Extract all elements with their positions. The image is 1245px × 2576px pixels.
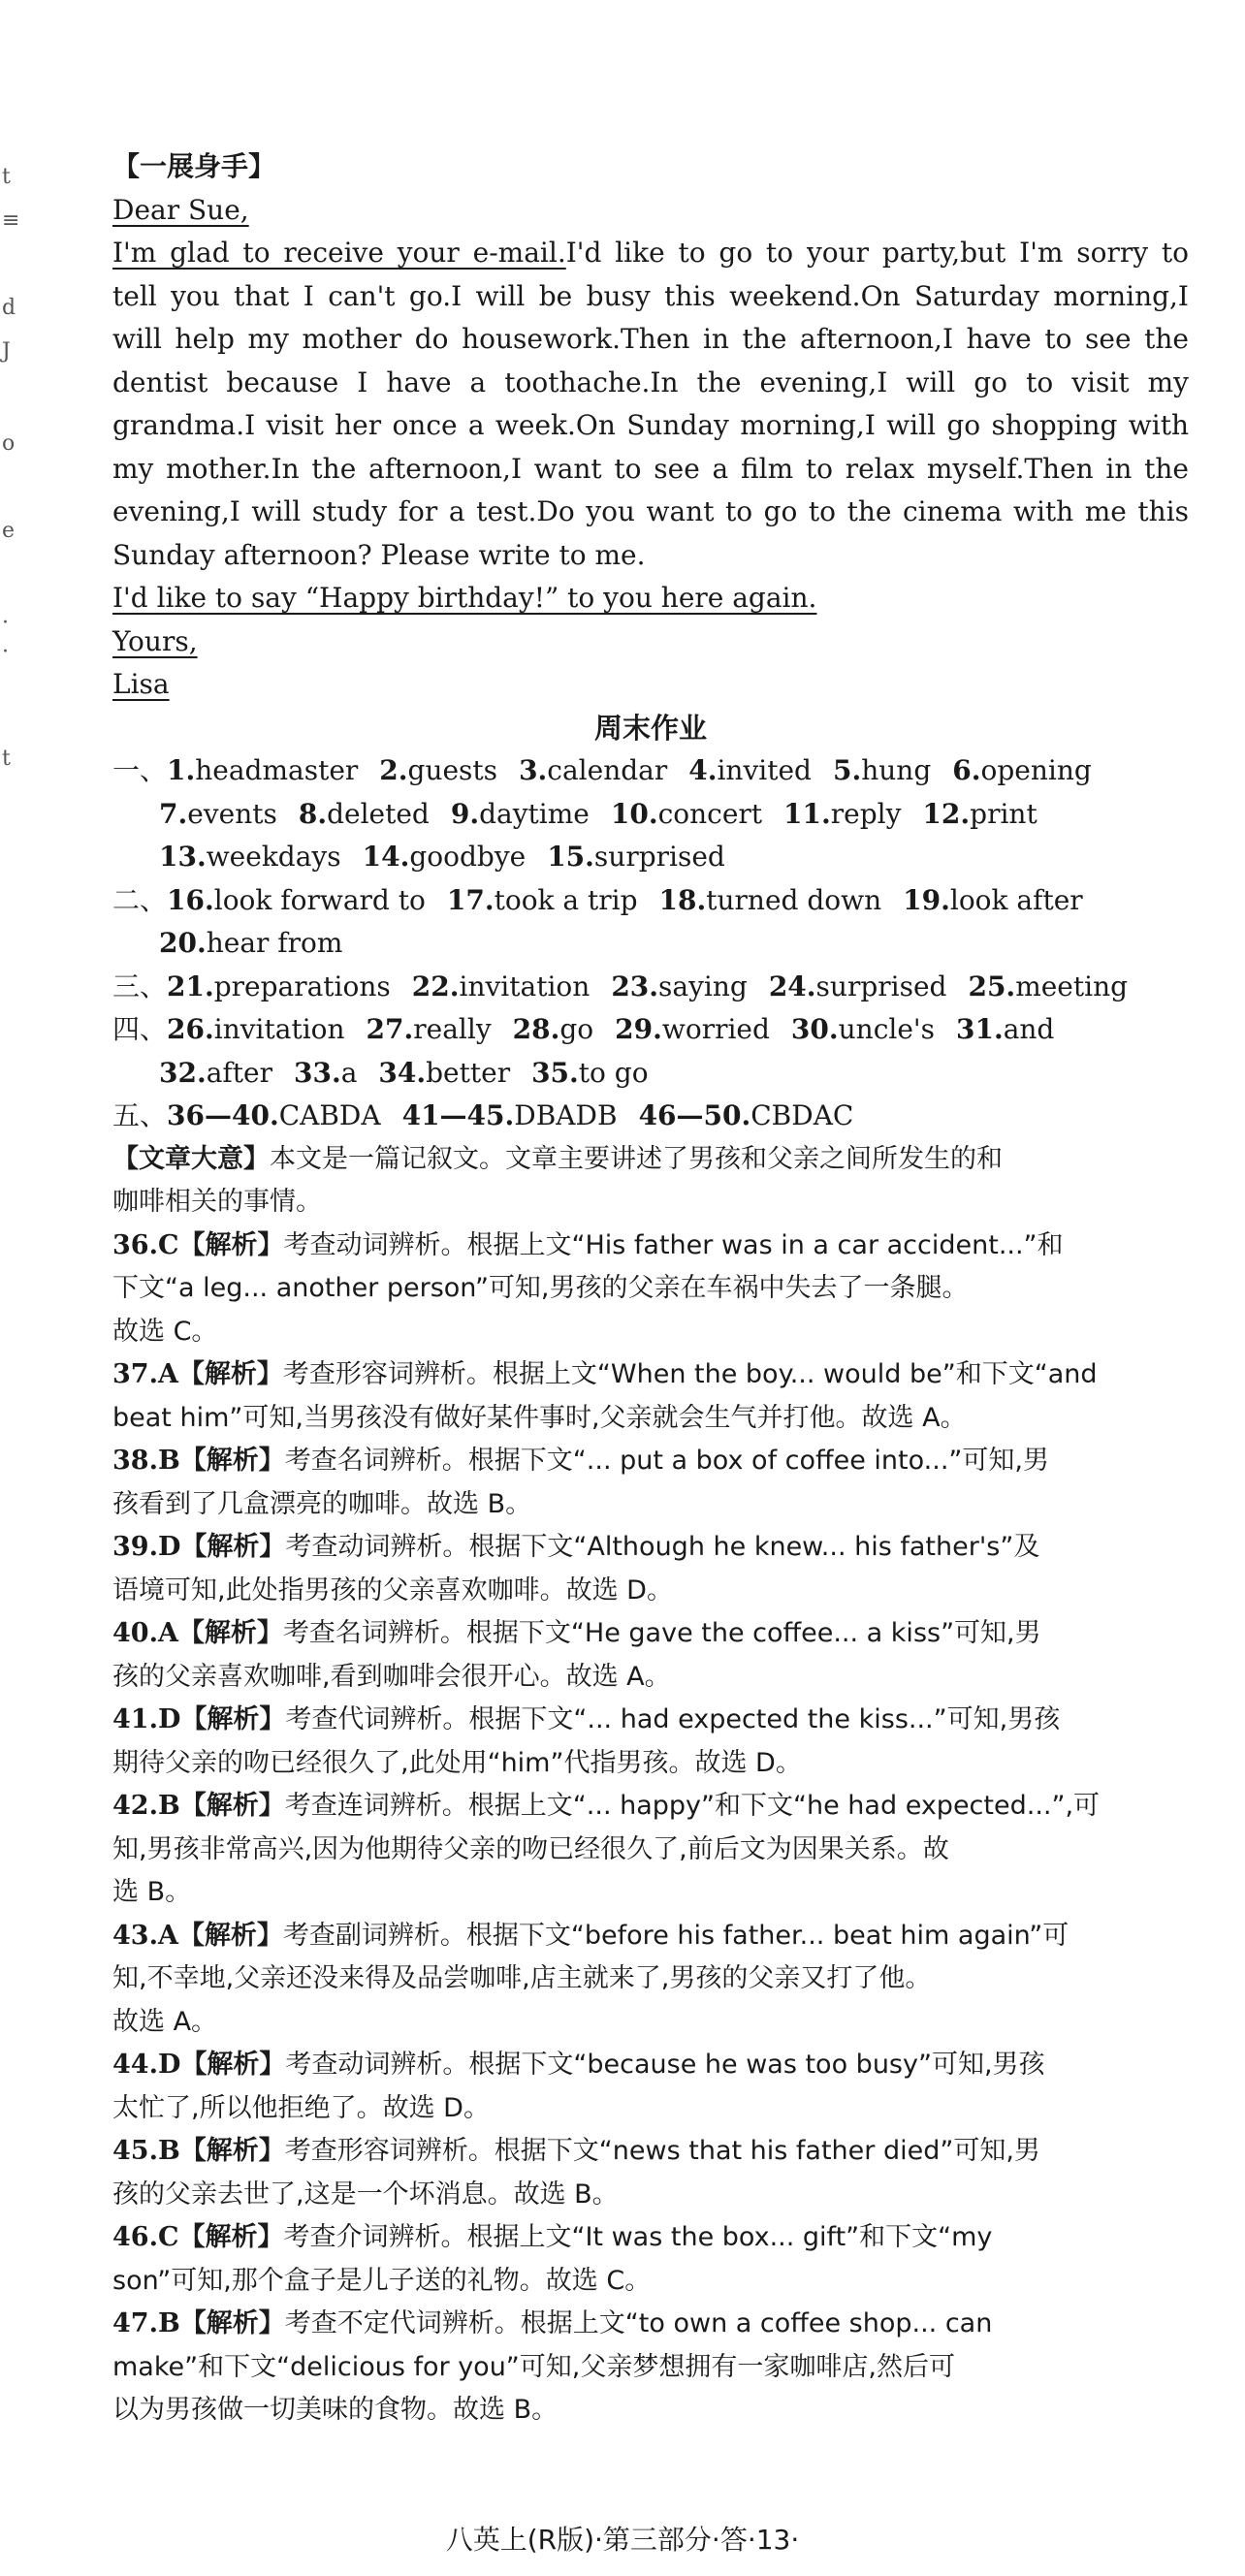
- item-answer: daytime: [479, 797, 590, 830]
- item-number: 26.: [167, 1013, 214, 1045]
- item-number: 17.: [446, 883, 495, 916]
- letter-closing: [112, 577, 1189, 620]
- item-answer: uncle's: [838, 1013, 935, 1045]
- analysis-tag: 【解析】: [178, 2222, 284, 2252]
- exercise-item: [922, 793, 1037, 837]
- item-number: 29.: [615, 1013, 662, 1045]
- item-answer: calendar: [547, 754, 668, 786]
- answer-number: 41.D: [112, 1704, 181, 1734]
- item-answer: invitation: [459, 970, 591, 1002]
- analysis-text: 考查名词辨析。根据下文“He gave the coffee... a kiss”可知,男: [282, 1618, 1041, 1648]
- exercise-item: [447, 879, 638, 923]
- item-answer: took a trip: [494, 883, 638, 916]
- item-answer: hear from: [206, 927, 343, 959]
- summary-line2: 咖啡相关的事情。: [112, 1187, 322, 1217]
- item-number: 24.: [768, 970, 816, 1002]
- answer-item: [112, 2044, 1189, 2087]
- item-answer: a: [340, 1056, 358, 1089]
- item-number: 41—45.: [401, 1099, 515, 1131]
- item-number: 36—40.: [167, 1099, 279, 1131]
- item-number: 14.: [362, 841, 410, 873]
- answer-continuation: [112, 2260, 1189, 2304]
- item-answer: CBDAC: [750, 1099, 854, 1131]
- analysis-text: 考查动词辨析。根据上文“His father was in a car accident...”和: [283, 1229, 1064, 1260]
- exercise-item: [159, 793, 277, 837]
- exercise-item: [968, 966, 1128, 1009]
- analysis-text: beat him”可知,当男孩没有做好某件事时,父亲就会生气并打他。故选 A。: [112, 1402, 967, 1433]
- exercise-item: [903, 879, 1083, 923]
- item-number: 21.: [167, 970, 214, 1002]
- edge-mark: e: [2, 519, 16, 543]
- analysis-text: son”可知,那个盒子是儿子送的礼物。故选 C。: [112, 2265, 652, 2296]
- answer-continuation: [112, 1267, 1189, 1311]
- analysis-text: 知,男孩非常高兴,因为他期待父亲的吻已经很久了,前后文为因果关系。故: [112, 1833, 949, 1864]
- item-number: 33.: [293, 1056, 341, 1089]
- letter-line: [112, 232, 1189, 275]
- item-answer: events: [187, 797, 277, 830]
- item-answer: invited: [717, 754, 812, 786]
- item-number: 31.: [955, 1013, 1004, 1045]
- analysis-text: 考查不定代词辨析。根据上文“to own a coffee shop... can: [284, 2308, 993, 2338]
- answer-number: 46.C: [112, 2222, 179, 2252]
- analysis-text: 考查连词辨析。根据上文“... happy”和下文“he had expected...”,可: [284, 1791, 1101, 1821]
- item-answer: guests: [407, 754, 498, 786]
- answer-continuation: [112, 2001, 1189, 2045]
- exercise-item: [519, 749, 667, 793]
- item-answer: to go: [578, 1056, 649, 1089]
- analysis-tag: 【解析】: [179, 1791, 285, 1821]
- edge-mark: ·: [2, 640, 9, 664]
- exercise-row: [112, 836, 1189, 879]
- section-title-weekend: 周末作业: [593, 711, 707, 745]
- exercise-answers: [112, 749, 1189, 1138]
- answer-continuation: [112, 1656, 1189, 1700]
- analysis-text: 孩的父亲去世了,这是一个坏消息。故选 B。: [112, 2178, 619, 2210]
- analysis-text: 考查形容词辨析。根据上文“When the boy... would be”和下文“and: [282, 1359, 1098, 1389]
- item-number: 8.: [298, 797, 328, 830]
- exercise-item: [547, 836, 725, 879]
- item-number: 27.: [366, 1013, 414, 1045]
- summary-line1: 本文是一篇记叙文。文章主要讲述了男孩和父亲之间所发生的和: [270, 1143, 1003, 1174]
- exercise-item: [159, 922, 342, 966]
- analysis-text: 考查代词辨析。根据下文“... had expected the kiss...”可知,男孩: [285, 1704, 1061, 1734]
- item-number: 5.: [832, 754, 862, 786]
- item-number: 1.: [167, 754, 196, 786]
- item-number: 28.: [512, 1013, 560, 1045]
- item-number: 19.: [903, 883, 950, 916]
- item-number: 23.: [611, 970, 659, 1002]
- item-answer: concert: [657, 797, 763, 830]
- exercise-item: [167, 749, 358, 793]
- letter-name-text: Lisa: [112, 668, 170, 700]
- answer-number: 36.C: [112, 1229, 179, 1260]
- letter-signoff: [112, 620, 1189, 664]
- letter-opening: I'm glad to receive your e-mail.: [112, 237, 566, 269]
- answer-continuation: [112, 2346, 1189, 2390]
- exercise-item: [367, 1008, 492, 1052]
- exercise-item: [378, 1052, 510, 1096]
- item-answer: surprised: [593, 841, 725, 873]
- analysis-text: 下文“a leg... another person”可知,男孩的父亲在车祸中失去了一条腿。: [112, 1273, 969, 1303]
- exercise-row: [112, 749, 1189, 793]
- answer-number: 45.B: [112, 2136, 180, 2166]
- analysis-text: 故选 A。: [112, 2006, 218, 2037]
- section-title-writing: 【一展身手】: [112, 150, 276, 182]
- item-answer: invitation: [213, 1013, 345, 1045]
- exercise-item: [167, 879, 426, 923]
- edge-mark: ≡: [2, 208, 20, 233]
- analysis-tag: 【解析】: [180, 2050, 286, 2080]
- exercise-item: [412, 966, 591, 1009]
- exercise-item: [791, 1008, 935, 1052]
- answer-number: 38.B: [112, 1446, 180, 1476]
- analysis-tag: 【解析】: [180, 1704, 286, 1734]
- exercise-row: [112, 1052, 1189, 1096]
- item-answer: goodbye: [409, 841, 527, 873]
- analysis-text: 语境可知,此处指男孩的父亲喜欢咖啡。故选 D。: [112, 1574, 673, 1606]
- answer-number: 39.D: [112, 1532, 181, 1562]
- exercise-item: [639, 1095, 854, 1138]
- exercise-item: [167, 1008, 345, 1052]
- item-answer: hung: [861, 754, 932, 786]
- answer-item: [112, 1612, 1189, 1656]
- letter-line: will help my mother do housework.Then in the afternoon,I have to see the: [112, 323, 1189, 355]
- analysis-text: 考查名词辨析。根据下文“... put a box of coffee into...”可知,男: [284, 1446, 1049, 1476]
- item-answer: worried: [661, 1013, 770, 1045]
- exercise-item: [531, 1052, 649, 1096]
- exercise-row: [112, 1095, 1189, 1138]
- exercise-row: [112, 793, 1189, 837]
- exercise-item: [159, 1052, 272, 1096]
- item-answer: preparations: [213, 970, 391, 1002]
- edge-mark: d: [2, 296, 16, 320]
- exercise-label: 五、: [112, 1099, 168, 1131]
- analysis-text: 孩的父亲喜欢咖啡,看到咖啡会很开心。故选 A。: [112, 1661, 671, 1692]
- item-answer: saying: [658, 970, 748, 1002]
- answer-continuation: [112, 1570, 1189, 1613]
- item-number: 15.: [547, 841, 594, 873]
- item-number: 11.: [783, 797, 831, 830]
- exercise-item: [402, 1095, 618, 1138]
- page-footer: 八英上(R版)·第三部分·答·13·: [445, 2524, 800, 2556]
- answer-continuation: [112, 1397, 1189, 1441]
- answer-item: [112, 1440, 1189, 1483]
- item-number: 16.: [167, 883, 214, 916]
- item-answer: deleted: [327, 797, 430, 830]
- item-number: 4.: [688, 754, 718, 786]
- item-number: 18.: [658, 883, 707, 916]
- analysis-text: make”和下文“delicious for you”可知,父亲梦想拥有一家咖啡店,然后可: [112, 2351, 955, 2382]
- analysis-text: 考查动词辨析。根据下文“Although he knew... his father's”及: [285, 1532, 1040, 1562]
- item-number: 25.: [968, 970, 1016, 1002]
- item-number: 34.: [378, 1056, 427, 1089]
- exercise-item: [688, 749, 812, 793]
- answer-item: [112, 1353, 1189, 1397]
- exercise-item: [833, 749, 931, 793]
- edge-mark: J: [2, 339, 11, 364]
- answer-item: [112, 2216, 1189, 2260]
- item-answer: look after: [949, 883, 1083, 916]
- item-answer: CABDA: [278, 1099, 381, 1131]
- analysis-text: 选 B。: [112, 1877, 192, 1907]
- exercise-item: [615, 1008, 770, 1052]
- analysis-tag: 【解析】: [179, 2308, 285, 2338]
- analysis-text: 孩看到了几盒漂亮的咖啡。故选 B。: [112, 1488, 532, 1519]
- item-answer: print: [970, 797, 1038, 830]
- edge-mark: o: [2, 431, 16, 456]
- exercise-item: [611, 966, 748, 1009]
- item-number: 2.: [379, 754, 408, 786]
- letter-line: evening,I will study for a test.Do you want to go to the cinema with me this: [112, 495, 1189, 527]
- answer-number: 44.D: [112, 2050, 181, 2080]
- letter-line: dentist because I have a toothache.In the evening,I will go to visit my: [112, 366, 1189, 398]
- exercise-item: [294, 1052, 357, 1096]
- item-number: 20.: [159, 927, 207, 959]
- item-number: 7.: [159, 797, 188, 830]
- exercise-item: [299, 793, 430, 837]
- analysis-text: 考查介词辨析。根据上文“It was the box... gift”和下文“my: [283, 2222, 993, 2252]
- exercise-item: [379, 749, 497, 793]
- analysis-text: 以为男孩做一切美味的食物。故选 B。: [112, 2395, 559, 2425]
- analysis-tag: 【解析】: [178, 1229, 284, 1260]
- exercise-label: 二、: [112, 883, 168, 916]
- edge-mark: ·: [2, 611, 9, 635]
- exercise-item: [513, 1008, 594, 1052]
- item-answer: better: [426, 1056, 511, 1089]
- letter-line1-rest: I'd like to go to your party,but I'm sorry to: [565, 237, 1189, 269]
- letter-signoff-text: Yours,: [112, 624, 198, 657]
- item-answer: weekdays: [206, 841, 341, 873]
- analysis-tag: 【解析】: [179, 1446, 285, 1476]
- item-number: 35.: [531, 1056, 579, 1089]
- exercise-item: [167, 1095, 381, 1138]
- analysis-text: 知,不幸地,父亲还没来得及品尝咖啡,店主就来了,男孩的父亲又打了他。: [112, 1963, 932, 1993]
- answer-item: [112, 2303, 1189, 2346]
- exercise-item: [952, 749, 1092, 793]
- cloze-answers: [112, 1224, 1189, 2433]
- item-answer: opening: [980, 754, 1092, 786]
- letter-line: grandma.I visit her once a week.On Sunday morning,I will go shopping with: [112, 409, 1189, 441]
- answer-continuation: [112, 1311, 1189, 1354]
- analysis-text: 期待父亲的吻已经很久了,此处用“him”代指男孩。故选 D。: [112, 1747, 802, 1778]
- item-answer: look forward to: [213, 883, 426, 916]
- answer-item: [112, 2130, 1189, 2174]
- analysis-tag: 【解析】: [177, 1618, 283, 1648]
- item-answer: turned down: [706, 883, 882, 916]
- item-answer: surprised: [815, 970, 947, 1002]
- answer-number: 43.A: [112, 1920, 178, 1951]
- exercise-item: [956, 1008, 1054, 1052]
- item-answer: go: [559, 1013, 594, 1045]
- answer-number: 47.B: [112, 2308, 180, 2338]
- answer-item: [112, 1785, 1189, 1829]
- exercise-item: [167, 966, 391, 1009]
- answer-continuation: [112, 1829, 1189, 1872]
- item-number: 9.: [450, 797, 480, 830]
- item-number: 12.: [922, 797, 971, 830]
- analysis-text: 考查形容词辨析。根据下文“news that his father died”可知,男: [284, 2136, 1040, 2166]
- exercise-item: [769, 966, 947, 1009]
- exercise-label: 一、: [112, 754, 168, 786]
- exercise-item: [659, 879, 882, 923]
- analysis-tag: 【解析】: [177, 1359, 283, 1389]
- analysis-tag: 【解析】: [180, 1532, 286, 1562]
- letter-line: my mother.In the afternoon,I want to see a film to relax myself.Then in the: [112, 452, 1189, 485]
- item-number: 3.: [519, 754, 548, 786]
- summary: [112, 1138, 1189, 1182]
- letter-line: Sunday afternoon? Please write to me.: [112, 538, 646, 571]
- item-answer: meeting: [1015, 970, 1129, 1002]
- answer-continuation: [112, 1483, 1189, 1527]
- analysis-text: 故选 C。: [112, 1316, 218, 1347]
- item-answer: reply: [830, 797, 902, 830]
- item-number: 30.: [790, 1013, 839, 1045]
- answer-number: 42.B: [112, 1791, 180, 1821]
- summary-label: 【文章大意】: [112, 1143, 270, 1174]
- answer-continuation: [112, 1957, 1189, 2001]
- exercise-row: [112, 966, 1189, 1009]
- analysis-text: 考查副词辨析。根据下文“before his father... beat him again”可: [282, 1920, 1069, 1951]
- item-answer: headmaster: [195, 754, 359, 786]
- answer-continuation: [112, 2389, 1189, 2433]
- item-number: 10.: [610, 797, 658, 830]
- exercise-item: [363, 836, 527, 879]
- item-answer: DBADB: [514, 1099, 618, 1131]
- letter-salutation-text: Dear Sue,: [112, 193, 249, 226]
- answer-page: [112, 145, 1189, 2433]
- analysis-tag: 【解析】: [179, 2136, 285, 2166]
- edge-mark: t: [2, 747, 11, 771]
- answer-number: 40.A: [112, 1618, 178, 1648]
- answer-continuation: [112, 2174, 1189, 2217]
- exercise-item: [451, 793, 590, 837]
- answer-number: 37.A: [112, 1359, 178, 1389]
- letter-salutation: [112, 189, 1189, 233]
- edge-mark: t: [2, 165, 11, 189]
- answer-item: [112, 1224, 1189, 1268]
- letter-line: tell you that I can't go.I will be busy this weekend.On Saturday morning,I: [112, 279, 1189, 312]
- exercise-item: [159, 836, 341, 879]
- item-number: 46—50.: [638, 1099, 751, 1131]
- item-number: 32.: [159, 1056, 207, 1089]
- answer-continuation: [112, 2087, 1189, 2131]
- analysis-tag: 【解析】: [177, 1920, 283, 1951]
- letter-closing-text: I'd like to say “Happy birthday!” to you here again.: [112, 582, 817, 614]
- answer-item: [112, 1915, 1189, 1958]
- answer-item: [112, 1526, 1189, 1570]
- item-number: 22.: [411, 970, 460, 1002]
- analysis-text: 考查动词辨析。根据下文“because he was too busy”可知,男孩: [285, 2050, 1045, 2080]
- left-edge-marks: [0, 0, 21, 970]
- item-answer: really: [413, 1013, 492, 1045]
- exercise-label: 三、: [112, 970, 168, 1002]
- exercise-label: 四、: [112, 1013, 168, 1045]
- item-number: 13.: [159, 841, 207, 873]
- answer-continuation: [112, 1742, 1189, 1786]
- exercise-item: [611, 793, 762, 837]
- letter-name: [112, 663, 1189, 707]
- exercise-row: [112, 879, 1189, 923]
- item-number: 6.: [952, 754, 981, 786]
- analysis-text: 太忙了,所以他拒绝了。故选 D。: [112, 2092, 490, 2123]
- exercise-item: [783, 793, 901, 837]
- exercise-row: [112, 922, 1189, 966]
- answer-continuation: [112, 1871, 1189, 1915]
- exercise-row: [112, 1008, 1189, 1052]
- item-answer: and: [1003, 1013, 1055, 1045]
- item-answer: after: [206, 1056, 272, 1089]
- answer-item: [112, 1699, 1189, 1742]
